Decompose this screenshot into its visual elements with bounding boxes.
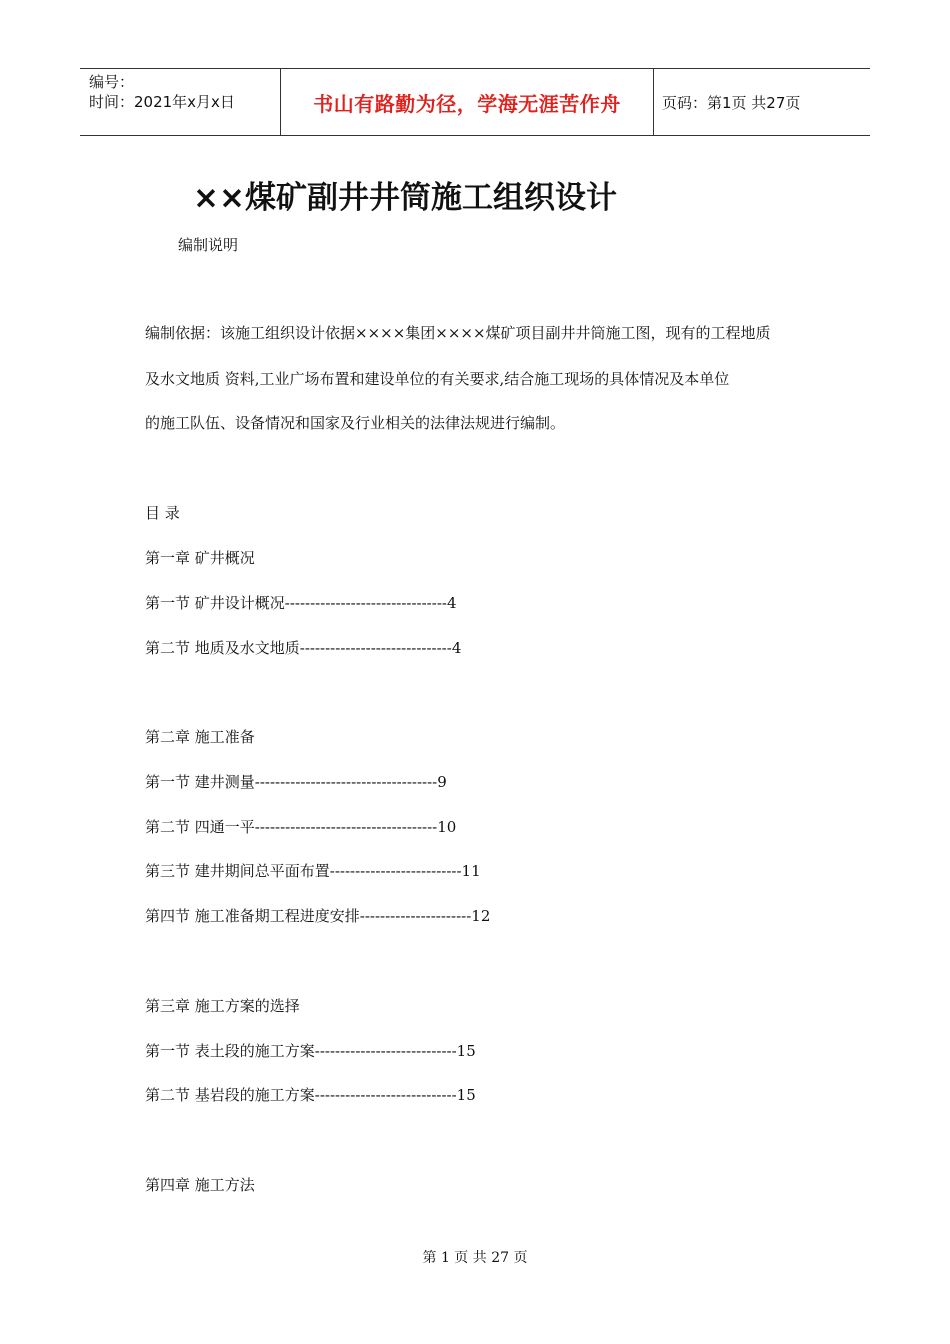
toc-section: 第一节 表土段的施工方案----------------------------15	[145, 1042, 476, 1060]
toc-section: 第三节 建井期间总平面布置--------------------------11	[145, 862, 481, 880]
toc-section: 第二节 基岩段的施工方案----------------------------15	[145, 1086, 476, 1104]
header-page-cell	[654, 69, 870, 135]
header-motto-cell	[281, 69, 654, 135]
toc-section: 第二节 地质及水文地质------------------------------4	[145, 639, 462, 657]
document-time-label: 时间：2021年x月x日	[89, 93, 235, 111]
header-meta-cell	[80, 69, 281, 135]
toc-chapter: 第一章 矿井概况	[145, 549, 255, 567]
toc-section: 第四节 施工准备期工程进度安排----------------------12	[145, 907, 491, 925]
header-motto: 书山有路勤为径，学海无涯苦作舟	[313, 91, 621, 116]
toc-section: 第二节 四通一平------------------------------------10	[145, 818, 457, 836]
toc-section: 第一节 矿井设计概况--------------------------------4	[145, 594, 457, 612]
page-footer: 第 1 页 共 27 页	[422, 1250, 528, 1266]
basis-line: 编制依据：该施工组织设计依据××××集团××××煤矿项目副井井筒施工图，现有的工程地质	[145, 324, 771, 342]
header-page-info: 页码：第1页 共27页	[662, 93, 801, 112]
toc-chapter: 第三章 施工方案的选择	[145, 997, 300, 1015]
basis-line: 的施工队伍、设备情况和国家及行业相关的法律法规进行编制。	[145, 414, 566, 432]
document-title: ××煤矿副井井筒施工组织设计	[193, 180, 617, 216]
document-number-label: 编号：	[89, 73, 135, 91]
toc-chapter: 第四章 施工方法	[145, 1176, 255, 1194]
basis-line: 及水文地质 资料,工业广场布置和建设单位的有关要求,结合施工现场的具体情况及本单位	[145, 370, 730, 388]
document-subtitle: 编制说明	[178, 236, 239, 254]
toc-heading: 目 录	[145, 504, 180, 522]
page-header-table	[80, 68, 870, 136]
toc-chapter: 第二章 施工准备	[145, 728, 255, 746]
toc-section: 第一节 建井测量------------------------------------9	[145, 773, 447, 791]
